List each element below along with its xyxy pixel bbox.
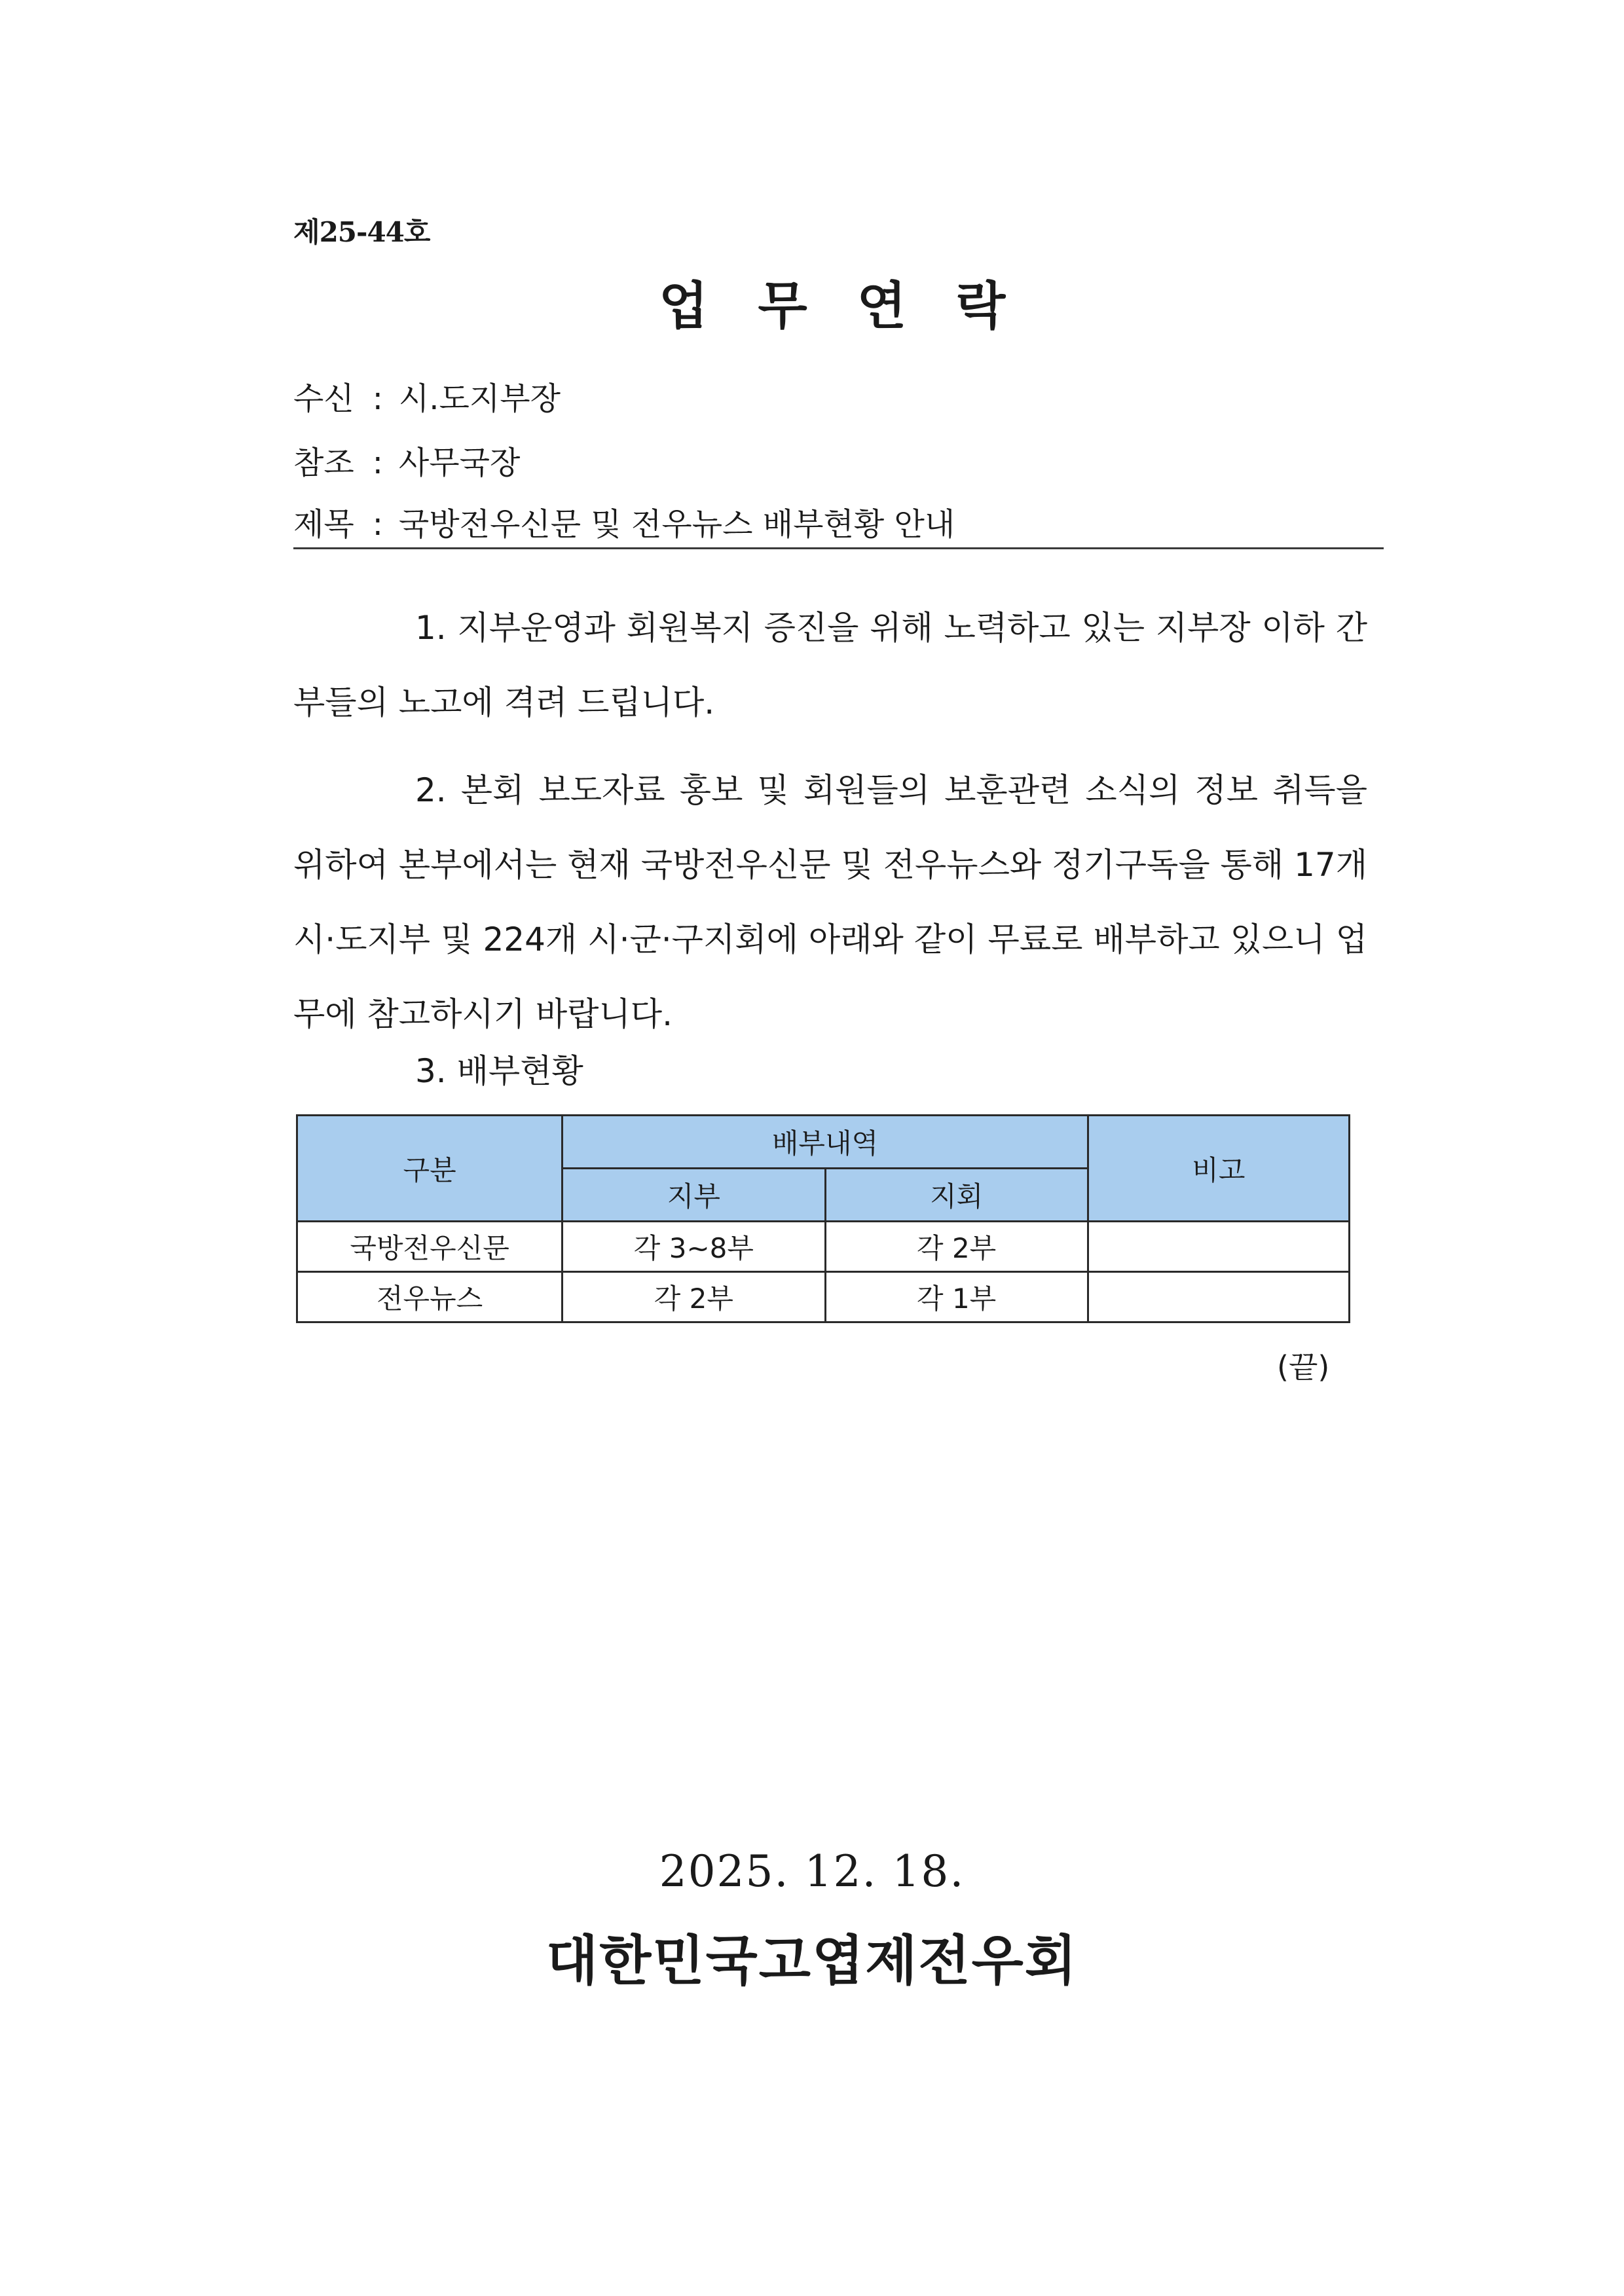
table-row: [297, 1222, 1350, 1272]
header-divider: [293, 547, 1384, 549]
row-chapter: 각 1부: [825, 1272, 1088, 1322]
row-chapter: 각 2부: [825, 1222, 1088, 1272]
subject-value: 국방전우신문 및 전우뉴스 배부현황 안내: [398, 506, 955, 543]
header-remarks: 비고: [1088, 1116, 1349, 1222]
subject-separator: :: [372, 506, 383, 543]
row-branch: 각 3~8부: [563, 1222, 825, 1272]
subject-label: 제목: [293, 506, 354, 543]
header-chapter: 지회: [825, 1169, 1088, 1222]
header-branch: 지부: [563, 1169, 825, 1222]
table-row: [297, 1272, 1350, 1322]
section-3-heading: 3. 배부현황: [415, 1052, 583, 1090]
reference-label: 참조: [293, 445, 354, 481]
header-distribution: 배부내역: [563, 1116, 1088, 1169]
recipient-label: 수신: [293, 380, 354, 417]
row-remarks: [1088, 1222, 1349, 1272]
recipient-row: [293, 373, 561, 418]
row-category: 전우뉴스: [297, 1272, 563, 1322]
reference-value: 사무국장: [398, 445, 521, 481]
row-remarks: [1088, 1272, 1349, 1322]
header-category: 구분: [297, 1116, 563, 1222]
reference-separator: :: [372, 445, 383, 481]
recipient-value: 시.도지부장: [398, 380, 561, 417]
distribution-table: [296, 1114, 1350, 1323]
subject-row: [293, 499, 955, 544]
row-branch: 각 2부: [563, 1272, 825, 1322]
document-number: 제25-44호: [293, 216, 430, 248]
recipient-separator: :: [372, 380, 383, 417]
reference-row: [293, 437, 520, 483]
organization-name: 대한민국고엽제전우회: [545, 1929, 1079, 1992]
paragraph-2: 2. 본회 보도자료 홍보 및 회원들의 보훈관련 소식의 정보 취득을 위하여 본부에서는 현재 국방전우신문 및 전우뉴스와 정기구독을 통해 17개 시·도지부 및 224개 시·군·구지회에 아래와 같이 무료로 배부하고 있으니 업무에 참고하시기 바랍니다.: [293, 771, 1367, 1033]
row-category: 국방전우신문: [297, 1222, 563, 1272]
end-mark: (끝): [1277, 1349, 1330, 1385]
issue-date: 2025. 12. 18.: [659, 1846, 965, 1897]
document-title: 업무연락: [659, 276, 1056, 336]
paragraph-1: 1. 지부운영과 회원복지 증진을 위해 노력하고 있는 지부장 이하 간부들의 노고에 격려 드립니다.: [293, 609, 1367, 721]
